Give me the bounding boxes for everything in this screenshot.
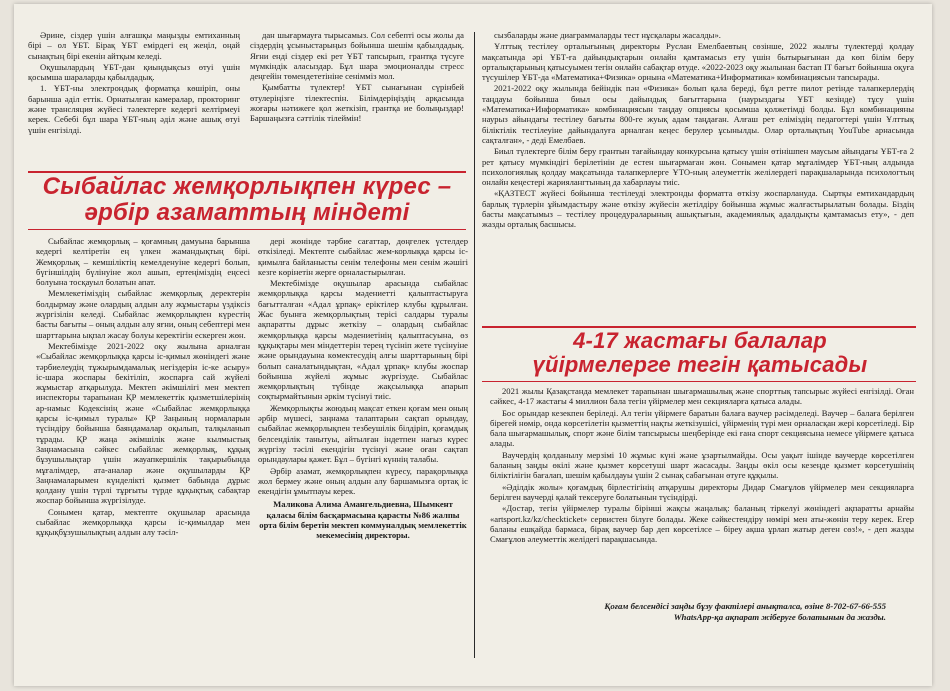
headline-rule — [28, 229, 466, 230]
paragraph: Мектебімізде 2021-2022 оқу жылына арналған «Сыбайлас жемқорлыққа қарсы іс-қимыл жөніндегі және тәрбиелеудің тұжырымдамалық негіздерін іс-ке асыру» іс-шара жоспары бекітіліп, жоспарға сай жүйелі жұмыстар атқарылуда. Мектеп әкімшілігі мен мектеп инспекторы тарапынан ҚР мемлекеттік қызметшілерінің ар-намыс Кодексінің және «Сыбайлас жемқорлыққа қарсы іс-қимыл туралы» ҚР Заңының нормаларын түсіндіру бойынша баяндамалар оқылып, талқыланып тұрады. ҚР жаңа әкімшілік және кылмыстық Заңнамасына сәйкес сыбайлас жемқорлық, құқық бұзушылықтар үшін жауапкершілік тақырыбында мұғалімдер, ата-аналар және оқушыларды ҚР Заңнамаларымен күнделікті қызмет бабында дұрыс қолдану үшін түрлі тұрғыты түрде құқықтық сабақтар жоспар бойынша жүргізілуде. — [36, 340, 250, 506]
paragraph: Мектебімізде оқушылар арасында сыбайлас жемқорлыққа қарсы мәдениетті қалыптастыруға бағытталған «Адал ұрпақ» еріктілер клубы құрылған. Жас буынға жемқорлықтың терісі салдары туралы ақпаратты дұрыс жеткізу – олардың сыбайлас жемқорлыққа қарсы мәдениетінің қалыптасуына, өз құқықтары мен міндеттерін терең түсініп жете түсінуіне және орындауына көмектесудің алғы шарттарының бірі болып саналатындықтан, «Адал ұрпақ» клубы жоспар бойынша жүйелі жұмыс жүргізуде. Сыбайлас жемқорлықтың түбінде жақсылыққа апарып соқтырмайтынын әркім түсінуі тиіс. — [258, 278, 468, 402]
article-free-clubs — [490, 386, 914, 600]
paragraph: Сонымен қатар, мектепте оқушылар арасында сыбайлас жемқорлыққа қарсы іс-қимылдар мен құқықбұзушылықтың алдын алу тәсіл- — [36, 506, 250, 538]
paragraph: Қымбатты түлектер! ҰБТ сынағынан сүрінбей өтулеріңізге тілектеспін. Білімдеріңіздің арқасында жоғары нәтижеге қол жеткізіп, грантқа ие болыңыздар! Баршаңызға сәттілік тілеймін! — [250, 82, 464, 124]
paragraph: Мемлекетіміздің сыбайлас жемқорлық деректерін болдырмау және олардың алдын алу жұмыстары үздіксіз жүргізілін келеді. Сыбайлас жемқорлықпен күрестің басты бағыты – оның алдын алу яғни, оның себептері мен шарттарына ықпал жасау болуы керектігін ескерген жөн. — [36, 288, 250, 340]
paragraph: Оқушылардың ҰБТ-дан қиындықсыз өтуі үшін қосымша шараларды қабылдадық. — [28, 61, 240, 83]
article-continuation-left — [28, 30, 240, 158]
article-anticorruption-col1 — [36, 236, 250, 676]
paragraph: Әрбір азамат, жемқорлықпен күресу, парақорлыққа жол бермеу және оның алдын алу баршамызға ортақ іс екендігін ұмытпауы керек. — [258, 465, 468, 497]
newspaper-page — [14, 4, 932, 686]
contact-line: WhatsApp-қа ақпарат жіберуге болатынын да жазды. — [673, 612, 886, 622]
article-continuation-middle — [250, 30, 464, 170]
paragraph: Сыбайлас жемқорлық – қоғамның дамуына барынша кедергі келтіретін ең үлкен жамандықтың бірі. Жемқорлық – кемшіліктің кемелденуіне кедергі болып, бүгіншілдің бүлінуіне жол ашып, ертеңіміздің еңсесі болуына тосқауыл болатын апат. — [36, 236, 250, 288]
paragraph: сызбаларды және диаграммаларды тест нұсқалары жасалды». — [494, 30, 721, 40]
paragraph: Ұлттық тестілеу орталығының директоры Руслан Емелбаевтың сөзінше, 2022 жылғы түлектерді қолдау мақсатында әрі ҰБТ-ға дайындықтарын онлайн қамтамасыз ету үшін бытырығынан да көп білім беру орталықтарының қатысуымен тегін онлайн сабақтар өтуде. «2022-2023 оқу жылынан бастап IT бағыт бойынша оқуға түсушілер ҰБТ-да «Математика+Физика» орнына «Математика+Информатика» комбинациясын тапсырады. — [482, 41, 914, 83]
column-divider — [474, 32, 475, 658]
paragraph: Жемқорлықты жоюдың мақсат еткен қоғам мен оның әрбір мүшесі, заңнама талаптарын сақтап орындау, сыбайлас жемқорлықпен тезбеушілік білдіріп, қоғамдық белсенділік танытуы, айтылған індетпен нағыз күрес жүргізу тәсілі екендігін түсінуі және оған сақтап орындаулары қажет. Бұл – бүгінгі күннің талабы. — [258, 402, 468, 465]
paragraph: Бос орындар кезекпен беріледі. Ал тегін үйірмеге баратын балаға ваучер рәсімделеді. Ваучер – балаға берілген бірегей нөмір, онда көрсетілетін қызметтің нақты жеткізушісі, үйірменің түрі мен орналасқан жері көрсетіледі. Бір бала шығармашылық, спорт және білім тапсырысы шеңберінде екі ғана спорт секциясына немесе үйірмеге қатыса алады. — [490, 407, 914, 449]
paragraph: 2021 жылы Қазақстанда мемлекет тарапынан шығармашылық және спорттық тапсырыс жүйесі енгізілді. Оған сәйкес, 4-17 жастағы 4 миллион бала тегін үйірмелер мен секцияларға қатыса алады. — [490, 386, 914, 407]
paragraph: дері жөнінде тәрбие сағаттар, дөңгелек үстелдер өткізіледі. Мектепте сыбайлас жем-корлыққа қарсы іс-қимылға байланысты сенім телефоны мен сенім жәшігі кезге көрінетін жерге орналастырылған. — [258, 236, 468, 277]
author-signature: Маликова Алима Амангельдиевна, Шымкент қаласы білім басқармасына қарасты №86 жалпы орта білім беретін мектеп коммуналдық мемлекеттік мекемесінің директоры. — [259, 499, 467, 541]
article-continuation-right — [482, 30, 914, 328]
contact-line: Қоғам белсендісі заңды бұзу фактілері анықталса, өзіне 8-702-67-66-555 — [604, 601, 886, 611]
article-anticorruption-col2 — [258, 236, 468, 676]
paragraph: дан шығармауға тырысамыз. Сол себепті осы жолы да сіздердің ұсыныстарыңыз бойынша шешім қабылдадық. Яғни енді сіздер екі рет ҰБТ тапсырып, грантқа түсуге мүмкіндік аласыздар. Бұл шара эмоционалды стресс деңгейін төмендететініне сенімміз мол. — [250, 30, 464, 82]
paragraph: Әрине, сіздер үшін алғашқы маңызды емтиханның бірі – ол ҰБТ. Бірақ ҰБТ емірдегі ең жеңіл, оңай сынақтың бірі екенін айтқым келеді. — [28, 30, 240, 61]
paragraph: 1. ҰБТ-ны электрондық форматқа көшіріп, оны барынша әділ еттік. Орнатылған камералар, прокторинг және трансляция жүйесі тәлектерге кедергі келтірмеуі керек. Себебі бұл шара ҰБТ-ның әділ және ашық өтуі үшін енгізілді. — [28, 83, 240, 135]
paragraph: «Достар, тегін үйірмелер туралы бірінші жақсы жаңалық: баланың тіркелуі жөніндегі ақпаратты арнайы «artsport.kz/kz/checkticket» сервистен білуге болады. Жеке сәйкестендіру нөмірі мен аты-жөнін теру керек. Егер баланы ешқайда бармаса, бірақ ваучер бар деп көрсетілсе – біреу ақша ұрлап жатыр деген сөз!», - деп жазды Смағұлов әлеуметтік желідегі парақшасында. — [490, 503, 914, 545]
paragraph: Биыл түлектерге білім беру грантын тағайындау конкурсына қатысу үшін өтінішпен маусым айындағы ҰБТ-ға 2 рет қатысу мүмкіндігі берілетінін де естен шығармаған жөн. Сонымен қатар мұғалімдер ҰБТ-ның алдында психологиялық қолдау мақсатында талапкерлерге ҰТО-ның әлеуметтік желілердегі парақшаларында психологтың онлайн кеңестері жариялангтының да хабарлауы тиіс. — [482, 146, 914, 188]
headline-free-clubs: 4-17 жастағы балалар үйірмелерге тегін қатысады — [532, 328, 868, 377]
paragraph: Ваучердің қолданылу мерзімі 10 жұмыс күні және ұзартылмайды. Осы уақыт ішінде ваучерде көрсетілген баланың заңды өкілі және қызмет көрсетуші шарт жасасады. Заңды өкіл осы кезеңде қызмет көрсетушінің біліктілігін бағалап, шешім қабылдауы үшін 2 сынақ сабағынан өтуге құқылы. — [490, 449, 914, 481]
paragraph: «ҚАЗТЕСТ жүйесі бойынша тестілеуді электронды форматта өткізу жоспарлануда. Сыртқы емтихандардың барлық түрлерін ұйымдастыру және өткізу жүйесін жетілдіру бойынша жұмыс жалғастырылатын болады. Біздің басты мақсатымыз – тестілеу процедураларының ашықтығын, академиялық адалдықты қамтамасыз ету», - деп жазды орталық басшысы. — [482, 188, 914, 230]
paragraph: «Әділдік жолы» қоғамдық бірлестігінің атқарушы директоры Дидар Смағұлов үйірмелер мен секцияларға берілген ваучерді қалай тексеруге болатынын түсіндірді. — [490, 481, 914, 502]
paragraph: 2021-2022 оқу жылында бейіндік пән «Физика» болып қала береді, бұл ретте пилот ретінде талапкерлердің таңдауы бойынша биыл осы дайындық бағыттарына (наурыздағы ҰБТ кезінде) тұсу үшін «Математика+Информатика» комбинациясын таңдау опциясы қосымша қолжетімді болды. Бұл комбинацияны наурыз айындағы тестілеу бағыты 800-ге жуық адам таңдаған. Алғаш рет еліміздің педагогтері үшін Ұлттық біліктілік тестілеуіне дайындалуға арналған кеңес берулер ұсынылды. Олар орталықтың YouTube арнасында сақталған», - деді Емелбаев. — [482, 83, 914, 145]
headline-anticorruption: Сыбайлас жемқорлықпен күрес – әрбір азаматтың міндеті — [42, 173, 452, 226]
headline-rule — [482, 381, 916, 382]
contact-note — [494, 601, 886, 623]
